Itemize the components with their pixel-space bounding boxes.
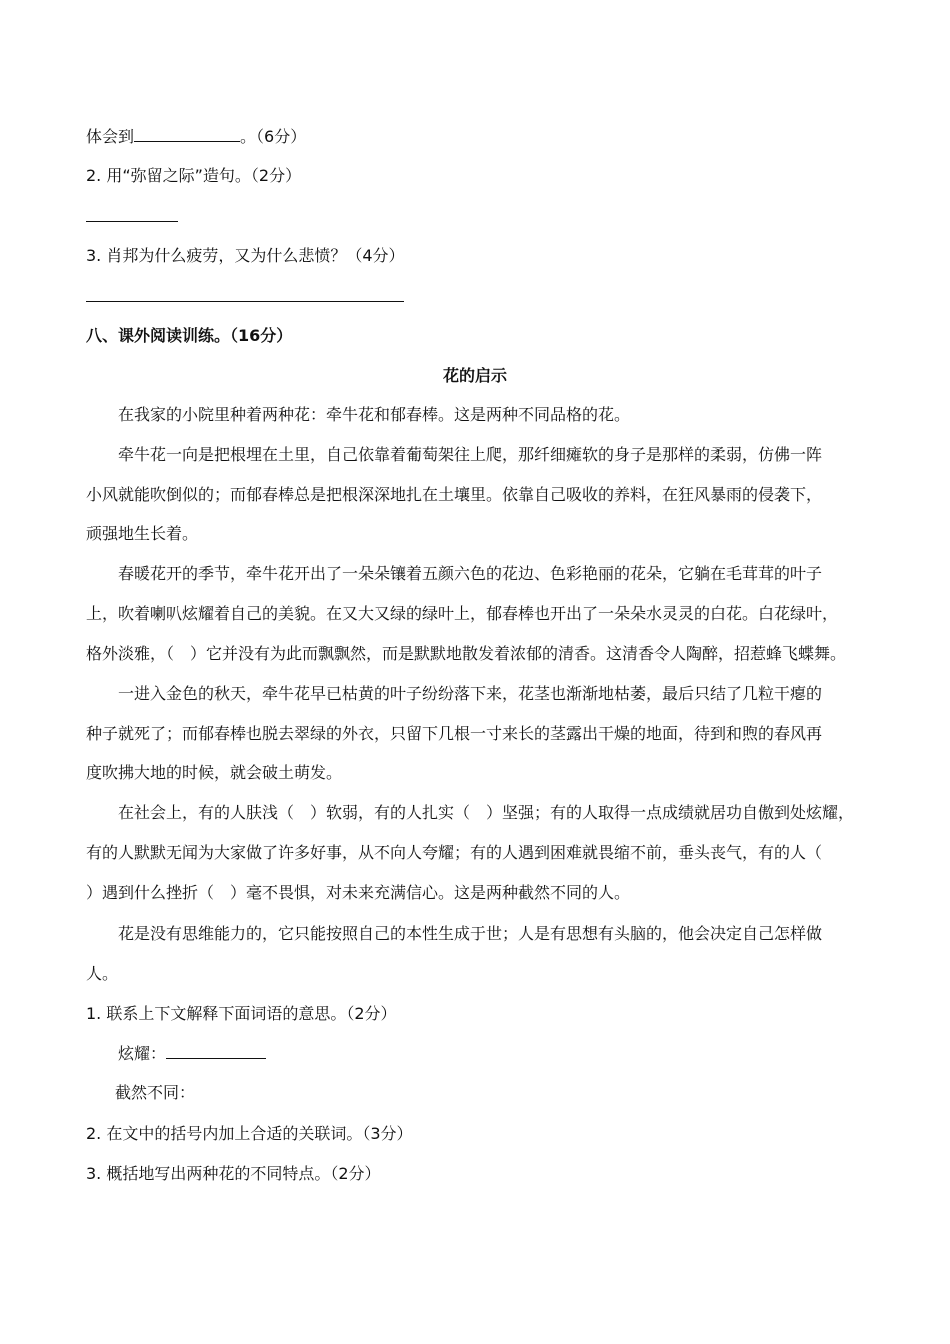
question-1: 1. 联系上下文解释下面词语的意思。（2分） [86, 1004, 397, 1023]
paragraph-5-line: 有的人默默无闻为大家做了许多好事，从不向人夸耀；有的人遇到困难就畏缩不前，垂头丧气，有的人（ [86, 843, 823, 862]
paragraph-6-line: 花是没有思维能力的，它只能按照自己的本性生成于世；人是有思想有头脑的，他会决定自己怎样做 [118, 924, 823, 943]
section-heading: 八、课外阅读训练。（16分） [86, 326, 293, 345]
paragraph-1: 在我家的小院里种着两种花：牵牛花和郁春棒。这是两种不同品格的花。 [118, 405, 631, 424]
paragraph-2-line: 牵牛花一向是把根埋在土里，自己依靠着葡萄架往上爬，那纤细瘫软的身子是那样的柔弱，仿佛一阵 [118, 445, 823, 464]
question-2: 2. 在文中的括号内加上合适的关联词。（3分） [86, 1124, 413, 1143]
text-suffix: 。（6分） [240, 127, 307, 146]
question-3: 3. 概括地写出两种花的不同特点。（2分） [86, 1164, 381, 1183]
paragraph-2-line: 小风就能吹倒似的；而郁春棒总是把根深深地扎在土壤里。依靠自己吸收的养料，在狂风暴雨的侵袭下， [86, 485, 823, 504]
answer-line[interactable] [86, 301, 404, 302]
question-1b: 截然不同： [115, 1083, 196, 1102]
paragraph-3-line: 春暖花开的季节，牵牛花开出了一朵朵镶着五颜六色的花边、色彩艳丽的花朵，它躺在毛茸茸的叶子 [118, 564, 823, 583]
paragraph-5-line: ）遇到什么挫折（ ）毫不畏惧，对未来充满信心。这是两种截然不同的人。 [86, 883, 631, 902]
question-2-sentence: 2. 用“弥留之际”造句。（2分） [86, 166, 302, 185]
paragraph-2-line: 顽强地生长着。 [86, 524, 199, 543]
answer-line[interactable] [86, 221, 178, 222]
paragraph-3-line: 上，吹着喇叭炫耀着自己的美貌。在又大又绿的绿叶上，郁春棒也开出了一朵朵水灵灵的白花。白花绿叶， [86, 604, 839, 623]
answer-blank[interactable] [166, 1044, 266, 1059]
answer-blank[interactable] [134, 127, 240, 142]
paragraph-4-line: 度吹拂大地的时候，就会破土萌发。 [86, 763, 343, 782]
paragraph-6-line: 人。 [86, 964, 119, 983]
paragraph-4-line: 种子就死了；而郁春棒也脱去翠绿的外衣，只留下几根一寸来长的茎露出干燥的地面，待到和煦的春风再 [86, 724, 823, 743]
paragraph-3-line: 格外淡雅，（ ）它并没有为此而飘飘然，而是默默地散发着浓郁的清香。这清香令人陶醉，招惹蜂飞蝶舞。 [86, 644, 847, 663]
text-prefix: 体会到 [86, 127, 135, 146]
passage-title: 花的启示 [442, 366, 507, 385]
term-label: 炫耀： [118, 1044, 167, 1063]
answer-line-tail [86, 127, 306, 147]
question-1a [118, 1044, 266, 1064]
question-3-chopin: 3. 肖邦为什么疲劳，又为什么悲愤？（4分） [86, 246, 405, 265]
paragraph-5-line: 在社会上，有的人肤浅（ ）软弱，有的人扎实（ ）坚强；有的人取得一点成绩就居功自傲到处炫耀， [118, 803, 855, 822]
paragraph-4-line: 一进入金色的秋天，牵牛花早已枯黄的叶子纷纷落下来，花茎也渐渐地枯萎，最后只结了几粒干瘪的 [118, 684, 823, 703]
